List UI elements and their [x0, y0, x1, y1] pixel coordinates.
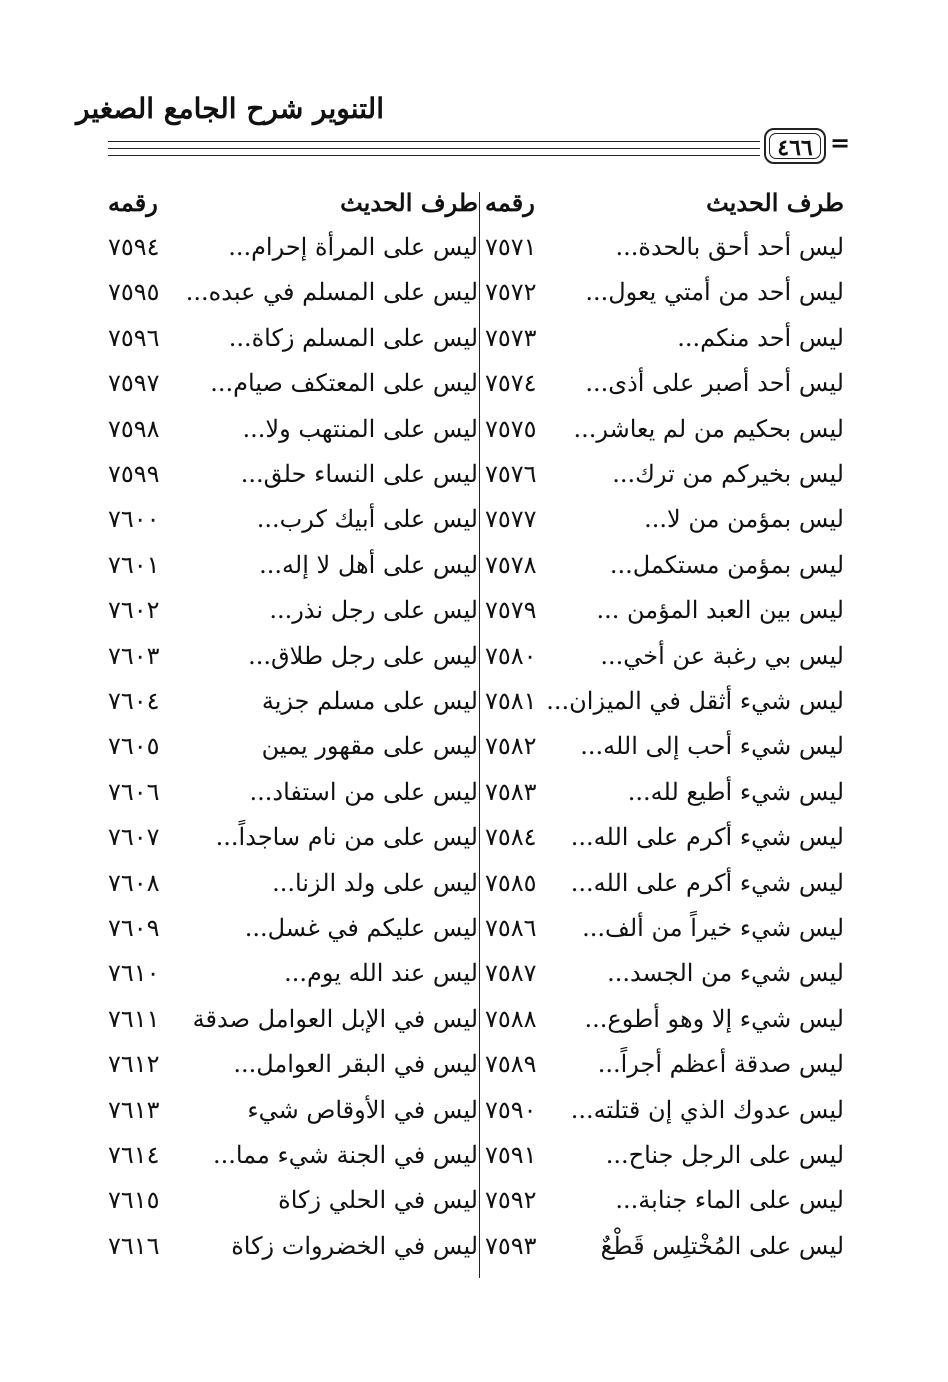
hadith-number: ٧٦٠٥ [108, 732, 160, 761]
hadith-entry: ليس بين العبد المؤمن ... [596, 596, 844, 625]
hadith-entry: ليس شيء أحب إلى الله... [580, 732, 844, 761]
hadith-number: ٧٥٧٧ [485, 505, 537, 534]
hadith-number: ٧٥٧٨ [485, 550, 537, 579]
hadith-number: ٧٥٩٥ [108, 278, 160, 307]
column-divider [479, 192, 480, 1278]
header-rule [108, 155, 760, 156]
header-mark: = [830, 128, 851, 157]
hadith-entry: ليس في الحلي زكاة [278, 1186, 478, 1215]
hadith-entry: ليس شيء من الجسد... [607, 959, 844, 988]
hadith-entry: ليس على مقهور يمين [261, 732, 478, 761]
hadith-number: ٧٦١٠ [108, 959, 160, 988]
hadith-entry: ليس على المسلم زكاة... [228, 323, 478, 352]
hadith-entry: ليس بخيركم من ترك... [612, 460, 844, 488]
hadith-number: ٧٦١٥ [108, 1186, 160, 1215]
hadith-entry: ليس على ولد الزنا... [272, 868, 478, 897]
hadith-entry: ليس أحد منكم... [677, 323, 844, 352]
hadith-number: ٧٥٩٣ [485, 1231, 537, 1260]
hadith-number: ٧٦٠٢ [108, 596, 160, 625]
hadith-number: ٧٦٠١ [108, 550, 160, 579]
hadith-entry: ليس على النساء حلق... [240, 460, 478, 488]
hadith-number: ٧٥٧٥ [485, 414, 537, 443]
hadith-entry: ليس على أهل لا إله... [259, 550, 478, 579]
hadith-entry: ليس في الأوقاص شيء [247, 1095, 478, 1124]
hadith-entry: ليس بمؤمن مستكمل... [609, 550, 844, 579]
hadith-entry: ليس شيء أطيع لله... [627, 777, 844, 806]
hadith-number: ٧٥٧٤ [485, 369, 537, 398]
hadith-number: ٧٥٨٩ [485, 1050, 537, 1079]
hadith-entry: ليس على من استفاد... [249, 777, 478, 806]
hadith-number: ٧٦٠٧ [108, 823, 160, 852]
hadith-entry: ليس شيء أثقل في الميزان... [546, 687, 844, 715]
col-header-hadith: طرف الحديث [340, 188, 478, 217]
col-header-number: رقمه [485, 188, 535, 217]
hadith-number: ٧٦١٤ [108, 1141, 160, 1169]
hadith-number: ٧٥٩٨ [108, 414, 160, 443]
hadith-number: ٧٥٧١ [485, 233, 537, 261]
hadith-entry: ليس على مسلم جزية [261, 687, 478, 715]
hadith-entry: ليس على من نام ساجداً... [215, 823, 478, 852]
hadith-number: ٧٥٩٧ [108, 369, 160, 398]
hadith-entry: ليس على أبيك كرب... [256, 505, 478, 534]
col-header-hadith: طرف الحديث [706, 188, 844, 217]
hadith-number: ٧٥٧٣ [485, 323, 537, 352]
hadith-number: ٧٥٨٤ [485, 823, 537, 852]
hadith-entry: ليس أحد من أمتي يعول... [585, 278, 844, 307]
hadith-number: ٧٥٨٧ [485, 959, 537, 988]
hadith-number: ٧٦٠٦ [108, 777, 160, 806]
hadith-number: ٧٥٧٩ [485, 596, 537, 625]
book-title: التنوير شرح الجامع الصغير [76, 92, 384, 125]
hadith-number: ٧٥٨١ [485, 687, 537, 715]
hadith-entry: ليس في الخضروات زكاة [231, 1231, 478, 1260]
hadith-number: ٧٦٠٠ [108, 505, 160, 534]
hadith-entry: ليس على الماء جنابة... [615, 1186, 844, 1215]
hadith-entry: ليس على المسلم في عبده... [185, 278, 478, 307]
page-number [764, 128, 826, 164]
header-rule [108, 141, 760, 142]
hadith-entry: ليس أحد أصبر على أذى... [585, 369, 844, 398]
hadith-number: ٧٥٨٨ [485, 1004, 537, 1033]
hadith-entry: ليس أحد أحق بالحدة... [615, 233, 844, 261]
hadith-number: ٧٥٨٦ [485, 914, 537, 942]
hadith-entry: ليس بحكيم من لم يعاشر... [573, 414, 844, 443]
hadith-number: ٧٥٨٢ [485, 732, 537, 761]
hadith-number: ٧٥٧٢ [485, 278, 537, 307]
hadith-number: ٧٦٠٩ [108, 914, 160, 942]
hadith-entry: ليس صدقة أعظم أجراً... [597, 1050, 844, 1079]
hadith-entry: ليس شيء إلا وهو أطوع... [584, 1004, 844, 1033]
page-number-value: ٤٦٦ [777, 135, 813, 161]
hadith-entry: ليس على رجل طلاق... [248, 641, 478, 670]
hadith-number: ٧٥٨٥ [485, 868, 537, 897]
hadith-number: ٧٥٨٣ [485, 777, 537, 806]
hadith-number: ٧٦٠٣ [108, 641, 160, 670]
hadith-number: ٧٥٧٦ [485, 460, 537, 488]
hadith-number: ٧٦١٣ [108, 1095, 160, 1124]
hadith-number: ٧٦٠٤ [108, 687, 160, 715]
hadith-entry: ليس شيء أكرم على الله... [570, 868, 844, 897]
hadith-number: ٧٥٩٩ [108, 460, 160, 488]
hadith-entry: ليس شيء أكرم على الله... [570, 823, 844, 852]
hadith-number: ٧٦١٢ [108, 1050, 160, 1079]
hadith-number: ٧٥٩٢ [485, 1186, 537, 1215]
hadith-entry: ليس عدوك الذي إن قتلته... [570, 1095, 844, 1124]
hadith-entry: ليس في الجنة شيء مما... [212, 1141, 478, 1169]
hadith-entry: ليس على الرجل جناح... [605, 1141, 844, 1169]
hadith-entry: ليس شيء خيراً من ألف... [582, 914, 844, 942]
hadith-number: ٧٥٩٦ [108, 323, 160, 352]
hadith-number: ٧٥٨٠ [485, 641, 537, 670]
hadith-entry: ليس عليكم في غسل... [244, 914, 478, 942]
hadith-entry: ليس على المُخْتلِس قَطْعٌ [600, 1231, 844, 1260]
hadith-number: ٧٥٩١ [485, 1141, 537, 1169]
col-header-number: رقمه [108, 188, 158, 217]
hadith-entry: ليس بمؤمن من لا... [644, 505, 844, 534]
hadith-entry: ليس في الإبل العوامل صدقة [192, 1004, 478, 1033]
hadith-entry: ليس عند الله يوم... [284, 959, 478, 988]
header-rule [108, 148, 760, 149]
hadith-entry: ليس على المعتكف صيام... [210, 369, 478, 398]
hadith-entry: ليس بي رغبة عن أخي... [600, 641, 844, 670]
hadith-entry: ليس على رجل نذر... [269, 596, 478, 625]
hadith-entry: ليس في البقر العوامل... [233, 1050, 478, 1079]
hadith-number: ٧٥٩٠ [485, 1095, 537, 1124]
hadith-number: ٧٦٠٨ [108, 868, 160, 897]
hadith-number: ٧٥٩٤ [108, 233, 160, 261]
hadith-entry: ليس على المنتهب ولا... [242, 414, 478, 443]
hadith-number: ٧٦١٦ [108, 1231, 160, 1260]
hadith-number: ٧٦١١ [108, 1004, 160, 1033]
hadith-entry: ليس على المرأة إحرام... [228, 233, 478, 261]
